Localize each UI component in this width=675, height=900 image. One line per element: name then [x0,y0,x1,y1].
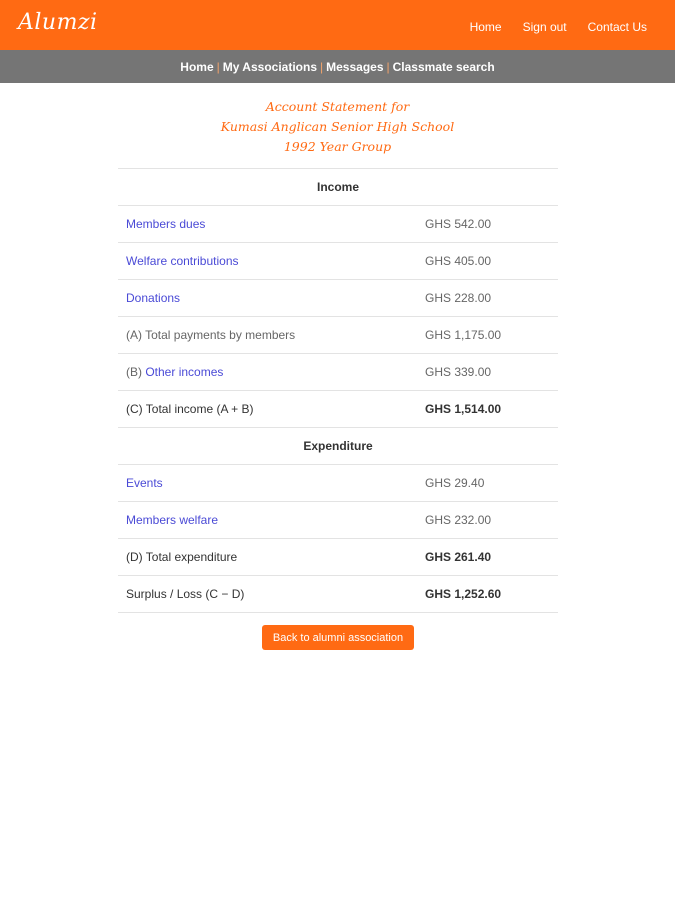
table-row [118,280,558,317]
donations-amount: GHS 228.00 [425,280,558,317]
subnav-classmate-search-link[interactable]: Classmate search [392,59,495,74]
subnav-separator: | [320,59,324,74]
expenditure-title: Expenditure [118,428,558,465]
top-header [0,0,675,50]
account-statement-table [118,168,558,613]
table-row [118,243,558,280]
income-section-header [118,169,558,206]
income-title: Income [118,169,558,206]
welfare-contributions-link[interactable]: Welfare contributions [126,254,239,268]
total-payments-label: (A) Total payments by members [118,317,425,354]
total-income-label: (C) Total income (A + B) [118,391,425,428]
events-amount: GHS 29.40 [425,465,558,502]
subnav-separator: | [216,59,220,74]
heading-year-group: 1992 Year Group [283,139,392,154]
expenditure-section-header [118,428,558,465]
donations-link[interactable]: Donations [126,291,181,305]
table-row [118,391,558,428]
total-expenditure-amount: GHS 261.40 [425,539,558,576]
nav-sign-out-link[interactable]: Sign out [522,20,567,34]
table-row [118,539,558,576]
statement-heading [0,97,675,157]
members-welfare-amount: GHS 232.00 [425,502,558,539]
total-income-amount: GHS 1,514.00 [425,391,558,428]
members-welfare-link[interactable]: Members welfare [126,513,219,527]
members-dues-amount: GHS 542.00 [425,206,558,243]
table-row [118,354,558,391]
nav-home-link[interactable]: Home [469,20,502,34]
table-row [118,576,558,613]
subnav-separator: | [386,59,390,74]
heading-school-name: Kumasi Anglican Senior High School [220,119,455,134]
table-row [118,465,558,502]
other-incomes-prefix: (B) [126,365,142,379]
surplus-amount: GHS 1,252.60 [425,576,558,613]
table-row [118,317,558,354]
other-incomes-amount: GHS 339.00 [425,354,558,391]
heading-line-1: Account Statement for [265,99,410,114]
back-to-association-button[interactable]: Back to alumni association [262,625,414,650]
app-logo[interactable]: Alumzi [18,10,98,35]
subnav-associations-link[interactable]: My Associations [222,59,317,74]
total-expenditure-label: (D) Total expenditure [118,539,425,576]
members-dues-link[interactable]: Members dues [126,217,206,231]
subnav-home-link[interactable]: Home [180,59,214,74]
welfare-contributions-amount: GHS 405.00 [425,243,558,280]
secondary-nav [0,50,675,83]
table-row [118,502,558,539]
surplus-label: Surplus / Loss (C − D) [118,576,425,613]
events-link[interactable]: Events [126,476,163,490]
other-incomes-link[interactable]: Other incomes [145,365,224,379]
top-nav [470,20,647,34]
nav-contact-link[interactable]: Contact Us [587,20,647,34]
table-row [118,206,558,243]
subnav-messages-link[interactable]: Messages [326,59,384,74]
total-payments-amount: GHS 1,175.00 [425,317,558,354]
